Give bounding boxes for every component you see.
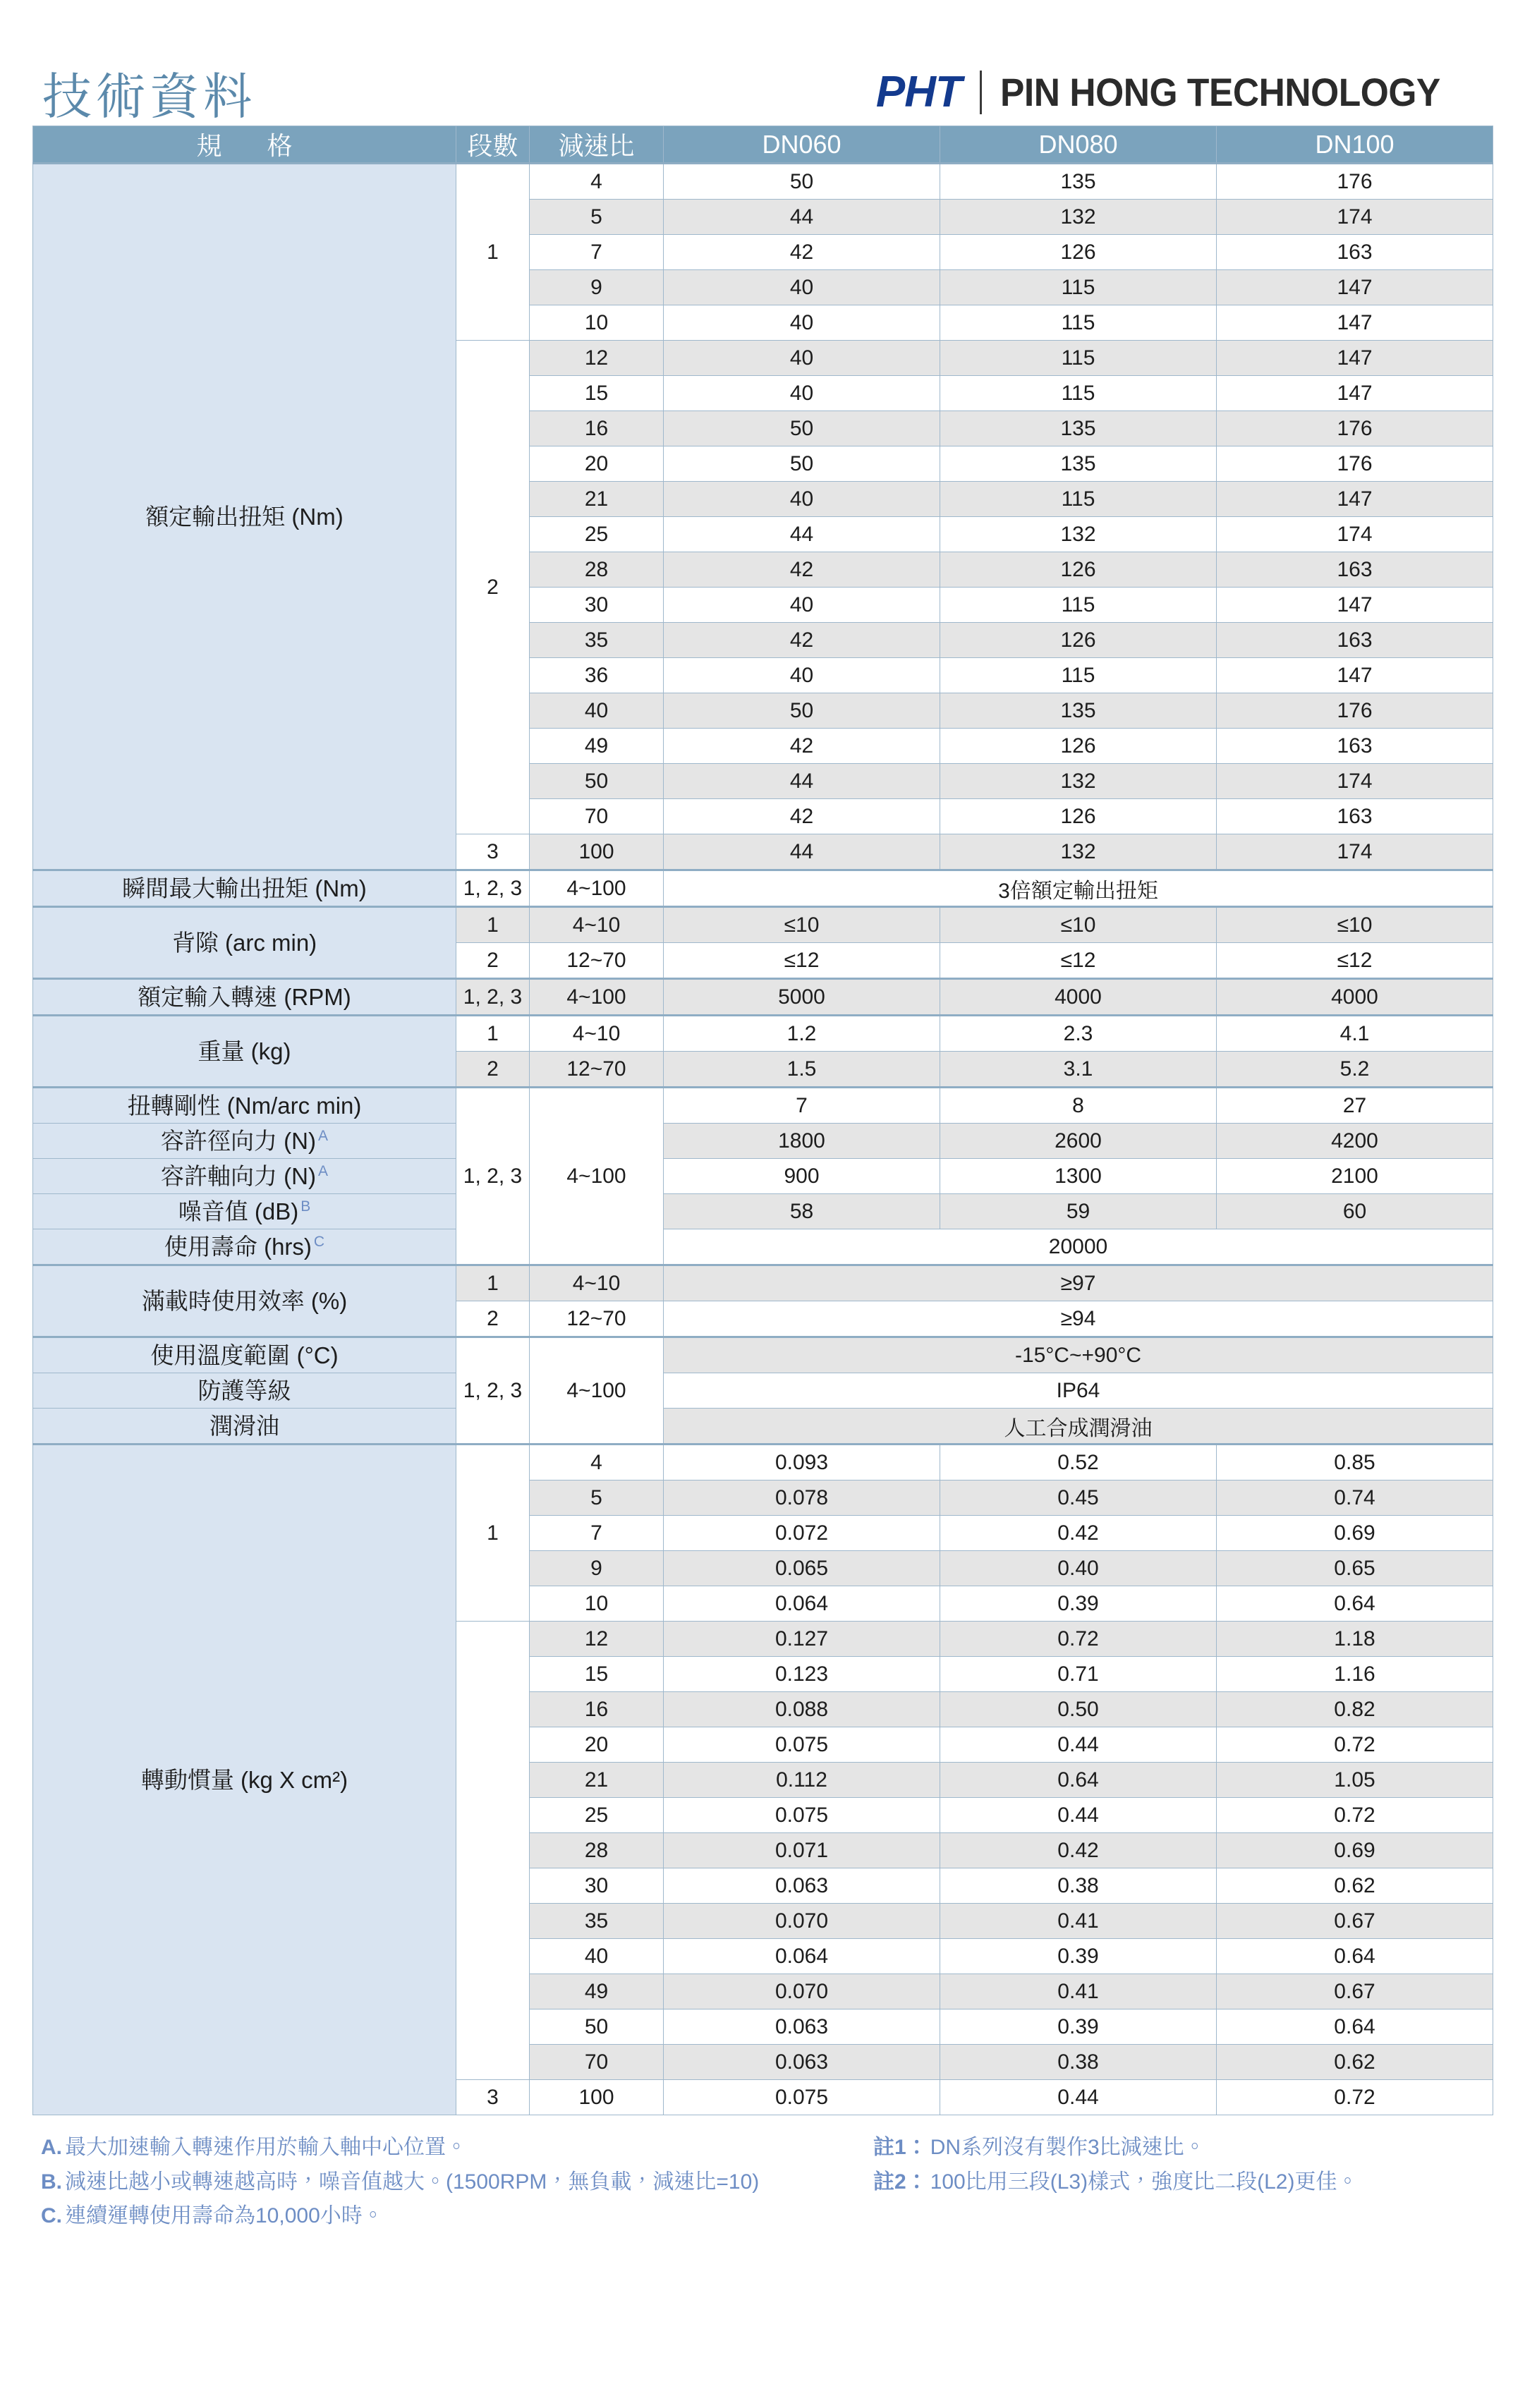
- cell-dn060: 0.127: [664, 1622, 940, 1657]
- cell-dn080: 0.45: [940, 1480, 1217, 1516]
- cell-ratio: 21: [530, 1763, 664, 1798]
- cell-dn100: 4200: [1217, 1124, 1493, 1159]
- cell-dn060: 44: [664, 764, 940, 799]
- cell-merged-efficiency: ≥97: [664, 1265, 1493, 1301]
- cell-ratio: 4~100: [530, 870, 664, 907]
- cell-merged-environment: 人工合成潤滑油: [664, 1409, 1493, 1445]
- cell-dn060: 0.064: [664, 1586, 940, 1622]
- cell-dn080: 132: [940, 200, 1217, 235]
- cell-dn100: 147: [1217, 588, 1493, 623]
- cell-merged-peak-torque: 3倍額定輸出扭矩: [664, 870, 1493, 907]
- spec-row-environment: [33, 1337, 1493, 1373]
- cell-ratio: 49: [530, 729, 664, 764]
- row-label-inertia: 轉動慣量 (kg X cm²): [33, 1445, 456, 2115]
- cell-dn060: 50: [664, 693, 940, 729]
- footnote-text: 100比用三段(L3)樣式，強度比二段(L2)更佳。: [930, 2170, 1359, 2194]
- spec-row-mechanical: [33, 1194, 1493, 1229]
- footnote-left-1: [41, 2131, 873, 2165]
- cell-dn060: 0.088: [664, 1692, 940, 1727]
- cell-dn080: 0.64: [940, 1763, 1217, 1798]
- cell-dn060: 0.071: [664, 1833, 940, 1868]
- cell-stage: 1, 2, 3: [456, 870, 530, 907]
- cell-stage: 1: [456, 907, 530, 943]
- cell-dn080: 132: [940, 834, 1217, 870]
- cell-dn060: 44: [664, 200, 940, 235]
- cell-dn080: 126: [940, 235, 1217, 270]
- footnote-left-2: [41, 2165, 873, 2200]
- row-label-rated-torque: 額定輸出扭矩 (Nm): [33, 164, 456, 870]
- cell-dn060: 0.063: [664, 2045, 940, 2080]
- cell-ratio: 7: [530, 235, 664, 270]
- footnote-key: A.: [41, 2136, 62, 2159]
- cell-dn080: 8: [940, 1088, 1217, 1124]
- cell-ratio: 25: [530, 1798, 664, 1833]
- cell-ratio: 35: [530, 623, 664, 658]
- cell-merged-environment: -15°C~+90°C: [664, 1337, 1493, 1373]
- table-header-row: [33, 126, 1493, 164]
- cell-dn100: 176: [1217, 411, 1493, 446]
- cell-dn100: 0.62: [1217, 2045, 1493, 2080]
- row-label-environment: 防護等級: [33, 1373, 456, 1409]
- cell-dn080: 126: [940, 623, 1217, 658]
- footnote-key: 註2：: [873, 2170, 928, 2194]
- cell-ratio: 12~70: [530, 943, 664, 979]
- cell-dn100: 176: [1217, 446, 1493, 482]
- cell-dn100: 0.64: [1217, 1586, 1493, 1622]
- cell-ratio: 30: [530, 1868, 664, 1904]
- cell-dn060: 42: [664, 552, 940, 588]
- footnote-text: 連續運轉使用壽命為10,000小時。: [65, 2204, 384, 2228]
- cell-dn100: 147: [1217, 270, 1493, 305]
- cell-dn080: 135: [940, 693, 1217, 729]
- cell-ratio: 4~10: [530, 907, 664, 943]
- cell-dn080: 3.1: [940, 1052, 1217, 1088]
- cell-ratio: 49: [530, 1974, 664, 2009]
- cell-dn080: 0.42: [940, 1516, 1217, 1551]
- cell-dn080: 126: [940, 799, 1217, 834]
- spec-row-weight: [33, 1016, 1493, 1052]
- cell-merged-efficiency: ≥94: [664, 1301, 1493, 1337]
- footnote-text: 最大加速輸入轉速作用於輸入軸中心位置。: [65, 2136, 467, 2159]
- cell-dn060: 44: [664, 834, 940, 870]
- cell-dn060: 0.064: [664, 1939, 940, 1974]
- cell-dn060: 0.078: [664, 1480, 940, 1516]
- cell-ratio: 50: [530, 764, 664, 799]
- footnote-marker: A: [317, 1127, 328, 1144]
- cell-dn060: ≤10: [664, 907, 940, 943]
- cell-stage: 2: [456, 1301, 530, 1337]
- cell-ratio: 28: [530, 552, 664, 588]
- specification-table: [32, 126, 1493, 2115]
- cell-dn080: 0.38: [940, 2045, 1217, 2080]
- cell-stage: 3: [456, 2080, 530, 2115]
- cell-dn100: 163: [1217, 235, 1493, 270]
- cell-dn080: 59: [940, 1194, 1217, 1229]
- cell-ratio: 10: [530, 305, 664, 341]
- cell-dn100: 163: [1217, 799, 1493, 834]
- cell-dn060: 1800: [664, 1124, 940, 1159]
- cell-dn100: 147: [1217, 376, 1493, 411]
- cell-dn060: 42: [664, 235, 940, 270]
- cell-stage: 1, 2, 3: [456, 1337, 530, 1445]
- cell-ratio: 40: [530, 693, 664, 729]
- footnote-right-2: [873, 2165, 1484, 2200]
- cell-ratio: 4: [530, 1445, 664, 1480]
- spec-row-environment: [33, 1373, 1493, 1409]
- row-label-mechanical: 扭轉剛性 (Nm/arc min): [33, 1088, 456, 1124]
- cell-dn080: 1300: [940, 1159, 1217, 1194]
- cell-dn060: 42: [664, 799, 940, 834]
- cell-dn060: 50: [664, 164, 940, 200]
- spec-row-efficiency: [33, 1265, 1493, 1301]
- spec-row-rated-torque: [33, 164, 1493, 200]
- cell-dn100: 2100: [1217, 1159, 1493, 1194]
- row-label-input-speed: 額定輸入轉速 (RPM): [33, 979, 456, 1016]
- cell-dn100: 5.2: [1217, 1052, 1493, 1088]
- cell-dn060: 0.112: [664, 1763, 940, 1798]
- cell-dn100: 174: [1217, 834, 1493, 870]
- cell-dn100: 0.72: [1217, 2080, 1493, 2115]
- cell-ratio: 16: [530, 1692, 664, 1727]
- cell-dn060: 1.2: [664, 1016, 940, 1052]
- row-label-backlash: 背隙 (arc min): [33, 907, 456, 979]
- cell-dn060: 40: [664, 305, 940, 341]
- spec-row-input-speed: [33, 979, 1493, 1016]
- cell-dn080: 2600: [940, 1124, 1217, 1159]
- cell-dn060: 0.070: [664, 1974, 940, 2009]
- cell-stage: 1, 2, 3: [456, 979, 530, 1016]
- cell-ratio: 12~70: [530, 1301, 664, 1337]
- cell-dn060: 40: [664, 482, 940, 517]
- cell-dn100: 0.67: [1217, 1904, 1493, 1939]
- cell-dn080: 0.38: [940, 1868, 1217, 1904]
- cell-ratio: 70: [530, 2045, 664, 2080]
- cell-stage: 1: [456, 1265, 530, 1301]
- cell-dn100: 174: [1217, 517, 1493, 552]
- footnote-marker: A: [317, 1162, 328, 1179]
- cell-dn100: 1.05: [1217, 1763, 1493, 1798]
- cell-stage: 2: [456, 341, 530, 834]
- footnote-right-1: [873, 2131, 1484, 2165]
- cell-dn080: 115: [940, 270, 1217, 305]
- cell-stage: 2: [456, 1052, 530, 1088]
- cell-dn100: 4.1: [1217, 1016, 1493, 1052]
- row-label-peak-torque: 瞬間最大輸出扭矩 (Nm): [33, 870, 456, 907]
- cell-dn080: 115: [940, 482, 1217, 517]
- row-label-mechanical: 容許徑向力 (N) $^A$: [33, 1124, 456, 1159]
- cell-dn100: 163: [1217, 729, 1493, 764]
- footnotes-left: [41, 2131, 873, 2234]
- cell-dn100: 4000: [1217, 979, 1493, 1016]
- cell-dn100: 147: [1217, 305, 1493, 341]
- cell-dn060: 0.075: [664, 2080, 940, 2115]
- footnote-marker: B: [300, 1198, 311, 1215]
- cell-dn060: 0.075: [664, 1798, 940, 1833]
- col-header-spec: 規 格: [33, 126, 456, 164]
- cell-dn080: 115: [940, 376, 1217, 411]
- cell-ratio: 9: [530, 270, 664, 305]
- spec-row-peak-torque: [33, 870, 1493, 907]
- cell-ratio: 70: [530, 799, 664, 834]
- footnotes-right: [873, 2131, 1484, 2234]
- spec-row-mechanical: [33, 1088, 1493, 1124]
- col-header-ratio: 減速比: [530, 126, 664, 164]
- footnote-key: B.: [41, 2170, 62, 2194]
- cell-dn080: 0.71: [940, 1657, 1217, 1692]
- spec-row-mechanical: [33, 1159, 1493, 1194]
- row-label-environment: 潤滑油: [33, 1409, 456, 1445]
- cell-dn100: 163: [1217, 552, 1493, 588]
- cell-dn080: 0.41: [940, 1904, 1217, 1939]
- cell-dn100: 174: [1217, 764, 1493, 799]
- footnote-key: C.: [41, 2204, 62, 2228]
- cell-stage: [456, 1622, 530, 2080]
- cell-ratio: 4~100: [530, 1088, 664, 1265]
- cell-ratio: 4~100: [530, 1337, 664, 1445]
- col-header-dn060: DN060: [664, 126, 940, 164]
- cell-dn100: 60: [1217, 1194, 1493, 1229]
- row-label-environment: 使用溫度範圍 (°C): [33, 1337, 456, 1373]
- row-label-mechanical: 容許軸向力 (N) $^A$: [33, 1159, 456, 1194]
- cell-dn080: 0.72: [940, 1622, 1217, 1657]
- cell-dn080: 132: [940, 517, 1217, 552]
- cell-dn060: 40: [664, 376, 940, 411]
- cell-ratio: 21: [530, 482, 664, 517]
- cell-stage: 1: [456, 164, 530, 341]
- cell-ratio: 12: [530, 1622, 664, 1657]
- page-header: [32, 0, 1493, 126]
- cell-dn060: 0.063: [664, 1868, 940, 1904]
- cell-dn080: ≤10: [940, 907, 1217, 943]
- footnotes: [32, 2131, 1493, 2234]
- cell-dn100: 174: [1217, 200, 1493, 235]
- cell-dn060: 0.072: [664, 1516, 940, 1551]
- cell-ratio: 12: [530, 341, 664, 376]
- cell-ratio: 20: [530, 446, 664, 482]
- cell-dn060: 7: [664, 1088, 940, 1124]
- cell-dn060: 40: [664, 588, 940, 623]
- col-header-dn080: DN080: [940, 126, 1217, 164]
- cell-dn080: 0.39: [940, 1939, 1217, 1974]
- row-label-mechanical: 噪音值 (dB) $^B$: [33, 1194, 456, 1229]
- cell-stage: 2: [456, 943, 530, 979]
- table-header: [33, 126, 1493, 164]
- cell-dn100: 0.85: [1217, 1445, 1493, 1480]
- cell-dn080: 0.40: [940, 1551, 1217, 1586]
- cell-dn080: 0.39: [940, 1586, 1217, 1622]
- cell-ratio: 4~10: [530, 1016, 664, 1052]
- cell-ratio: 4~10: [530, 1265, 664, 1301]
- spec-row-environment: [33, 1409, 1493, 1445]
- cell-dn100: 0.62: [1217, 1868, 1493, 1904]
- cell-dn100: ≤10: [1217, 907, 1493, 943]
- cell-dn080: 126: [940, 552, 1217, 588]
- cell-dn100: 147: [1217, 658, 1493, 693]
- cell-dn080: 2.3: [940, 1016, 1217, 1052]
- cell-dn060: 40: [664, 658, 940, 693]
- cell-ratio: 50: [530, 2009, 664, 2045]
- cell-dn060: 0.070: [664, 1904, 940, 1939]
- cell-dn080: 0.52: [940, 1445, 1217, 1480]
- cell-dn080: 115: [940, 588, 1217, 623]
- cell-dn060: 42: [664, 729, 940, 764]
- cell-stage: 3: [456, 834, 530, 870]
- row-label-service-life: 使用壽命 (hrs) $^C$: [33, 1229, 456, 1265]
- cell-ratio: 9: [530, 1551, 664, 1586]
- cell-ratio: 20: [530, 1727, 664, 1763]
- cell-dn080: 0.41: [940, 1974, 1217, 2009]
- cell-dn100: 1.18: [1217, 1622, 1493, 1657]
- cell-dn080: 0.42: [940, 1833, 1217, 1868]
- cell-dn060: 5000: [664, 979, 940, 1016]
- cell-dn080: 0.44: [940, 1798, 1217, 1833]
- cell-ratio: 15: [530, 376, 664, 411]
- row-label-efficiency: 滿載時使用效率 (%): [33, 1265, 456, 1337]
- brand-name: PIN HONG TECHNOLOGY: [1000, 70, 1440, 114]
- cell-dn100: 163: [1217, 623, 1493, 658]
- cell-merged-environment: IP64: [664, 1373, 1493, 1409]
- cell-ratio: 36: [530, 658, 664, 693]
- cell-dn080: 115: [940, 305, 1217, 341]
- table-body: [33, 164, 1493, 2115]
- cell-ratio: 10: [530, 1586, 664, 1622]
- cell-ratio: 5: [530, 1480, 664, 1516]
- brand-divider: [980, 71, 982, 114]
- cell-dn060: 0.065: [664, 1551, 940, 1586]
- cell-dn100: 147: [1217, 482, 1493, 517]
- cell-ratio: 7: [530, 1516, 664, 1551]
- cell-dn100: 0.64: [1217, 1939, 1493, 1974]
- cell-ratio: 16: [530, 411, 664, 446]
- col-header-dn100: DN100: [1217, 126, 1493, 164]
- cell-dn100: 0.72: [1217, 1798, 1493, 1833]
- cell-dn060: 0.123: [664, 1657, 940, 1692]
- cell-ratio: 4~100: [530, 979, 664, 1016]
- footnote-left-3: [41, 2199, 873, 2234]
- cell-stage: 1, 2, 3: [456, 1088, 530, 1265]
- cell-dn080: 135: [940, 164, 1217, 200]
- cell-dn100: 0.72: [1217, 1727, 1493, 1763]
- cell-dn060: 40: [664, 341, 940, 376]
- cell-stage: 1: [456, 1016, 530, 1052]
- footnote-text: DN系列沒有製作3比減速比。: [930, 2136, 1205, 2159]
- cell-dn080: ≤12: [940, 943, 1217, 979]
- cell-ratio: 100: [530, 2080, 664, 2115]
- brand-lockup: [875, 68, 1493, 121]
- cell-dn080: 0.44: [940, 2080, 1217, 2115]
- cell-dn060: 50: [664, 446, 940, 482]
- cell-ratio: 35: [530, 1904, 664, 1939]
- cell-dn100: 0.64: [1217, 2009, 1493, 2045]
- cell-dn100: 1.16: [1217, 1657, 1493, 1692]
- cell-dn100: 0.69: [1217, 1516, 1493, 1551]
- cell-ratio: 25: [530, 517, 664, 552]
- spec-row-backlash: [33, 907, 1493, 943]
- cell-dn060: 50: [664, 411, 940, 446]
- row-label-weight: 重量 (kg): [33, 1016, 456, 1088]
- cell-ratio: 12~70: [530, 1052, 664, 1088]
- cell-dn100: 0.65: [1217, 1551, 1493, 1586]
- col-header-stage: 段數: [456, 126, 530, 164]
- cell-ratio: 40: [530, 1939, 664, 1974]
- cell-ratio: 5: [530, 200, 664, 235]
- cell-dn100: 0.74: [1217, 1480, 1493, 1516]
- cell-dn060: 900: [664, 1159, 940, 1194]
- cell-dn100: 147: [1217, 341, 1493, 376]
- cell-dn100: 176: [1217, 164, 1493, 200]
- cell-merged-service-life: 20000: [664, 1229, 1493, 1265]
- page-title: 技術資料: [42, 69, 257, 124]
- cell-dn060: 42: [664, 623, 940, 658]
- cell-dn080: 126: [940, 729, 1217, 764]
- cell-dn060: 0.063: [664, 2009, 940, 2045]
- cell-dn080: 0.50: [940, 1692, 1217, 1727]
- cell-stage: 1: [456, 1445, 530, 1622]
- cell-dn080: 132: [940, 764, 1217, 799]
- cell-dn100: 176: [1217, 693, 1493, 729]
- cell-ratio: 4: [530, 164, 664, 200]
- cell-dn080: 135: [940, 446, 1217, 482]
- cell-dn060: 0.075: [664, 1727, 940, 1763]
- cell-ratio: 15: [530, 1657, 664, 1692]
- spec-row-service-life: [33, 1229, 1493, 1265]
- cell-dn100: 0.82: [1217, 1692, 1493, 1727]
- cell-dn060: 1.5: [664, 1052, 940, 1088]
- cell-ratio: 28: [530, 1833, 664, 1868]
- cell-dn080: 4000: [940, 979, 1217, 1016]
- cell-dn060: 44: [664, 517, 940, 552]
- cell-dn080: 115: [940, 341, 1217, 376]
- pht-logo-icon: PHT: [875, 68, 961, 116]
- cell-dn080: 0.39: [940, 2009, 1217, 2045]
- cell-dn100: ≤12: [1217, 943, 1493, 979]
- spec-row-mechanical: [33, 1124, 1493, 1159]
- cell-dn060: 40: [664, 270, 940, 305]
- cell-dn100: 0.69: [1217, 1833, 1493, 1868]
- footnote-marker: C: [313, 1233, 325, 1250]
- cell-dn080: 115: [940, 658, 1217, 693]
- cell-dn080: 0.44: [940, 1727, 1217, 1763]
- cell-ratio: 100: [530, 834, 664, 870]
- footnote-key: 註1：: [873, 2136, 928, 2159]
- cell-dn080: 135: [940, 411, 1217, 446]
- cell-dn100: 0.67: [1217, 1974, 1493, 2009]
- cell-ratio: 30: [530, 588, 664, 623]
- cell-dn060: 0.093: [664, 1445, 940, 1480]
- cell-dn100: 27: [1217, 1088, 1493, 1124]
- cell-dn060: 58: [664, 1194, 940, 1229]
- spec-row-inertia: [33, 1445, 1493, 1480]
- footnote-text: 減速比越小或轉速越高時，噪音值越大。(1500RPM，無負載，減速比=10): [65, 2170, 760, 2194]
- cell-dn060: ≤12: [664, 943, 940, 979]
